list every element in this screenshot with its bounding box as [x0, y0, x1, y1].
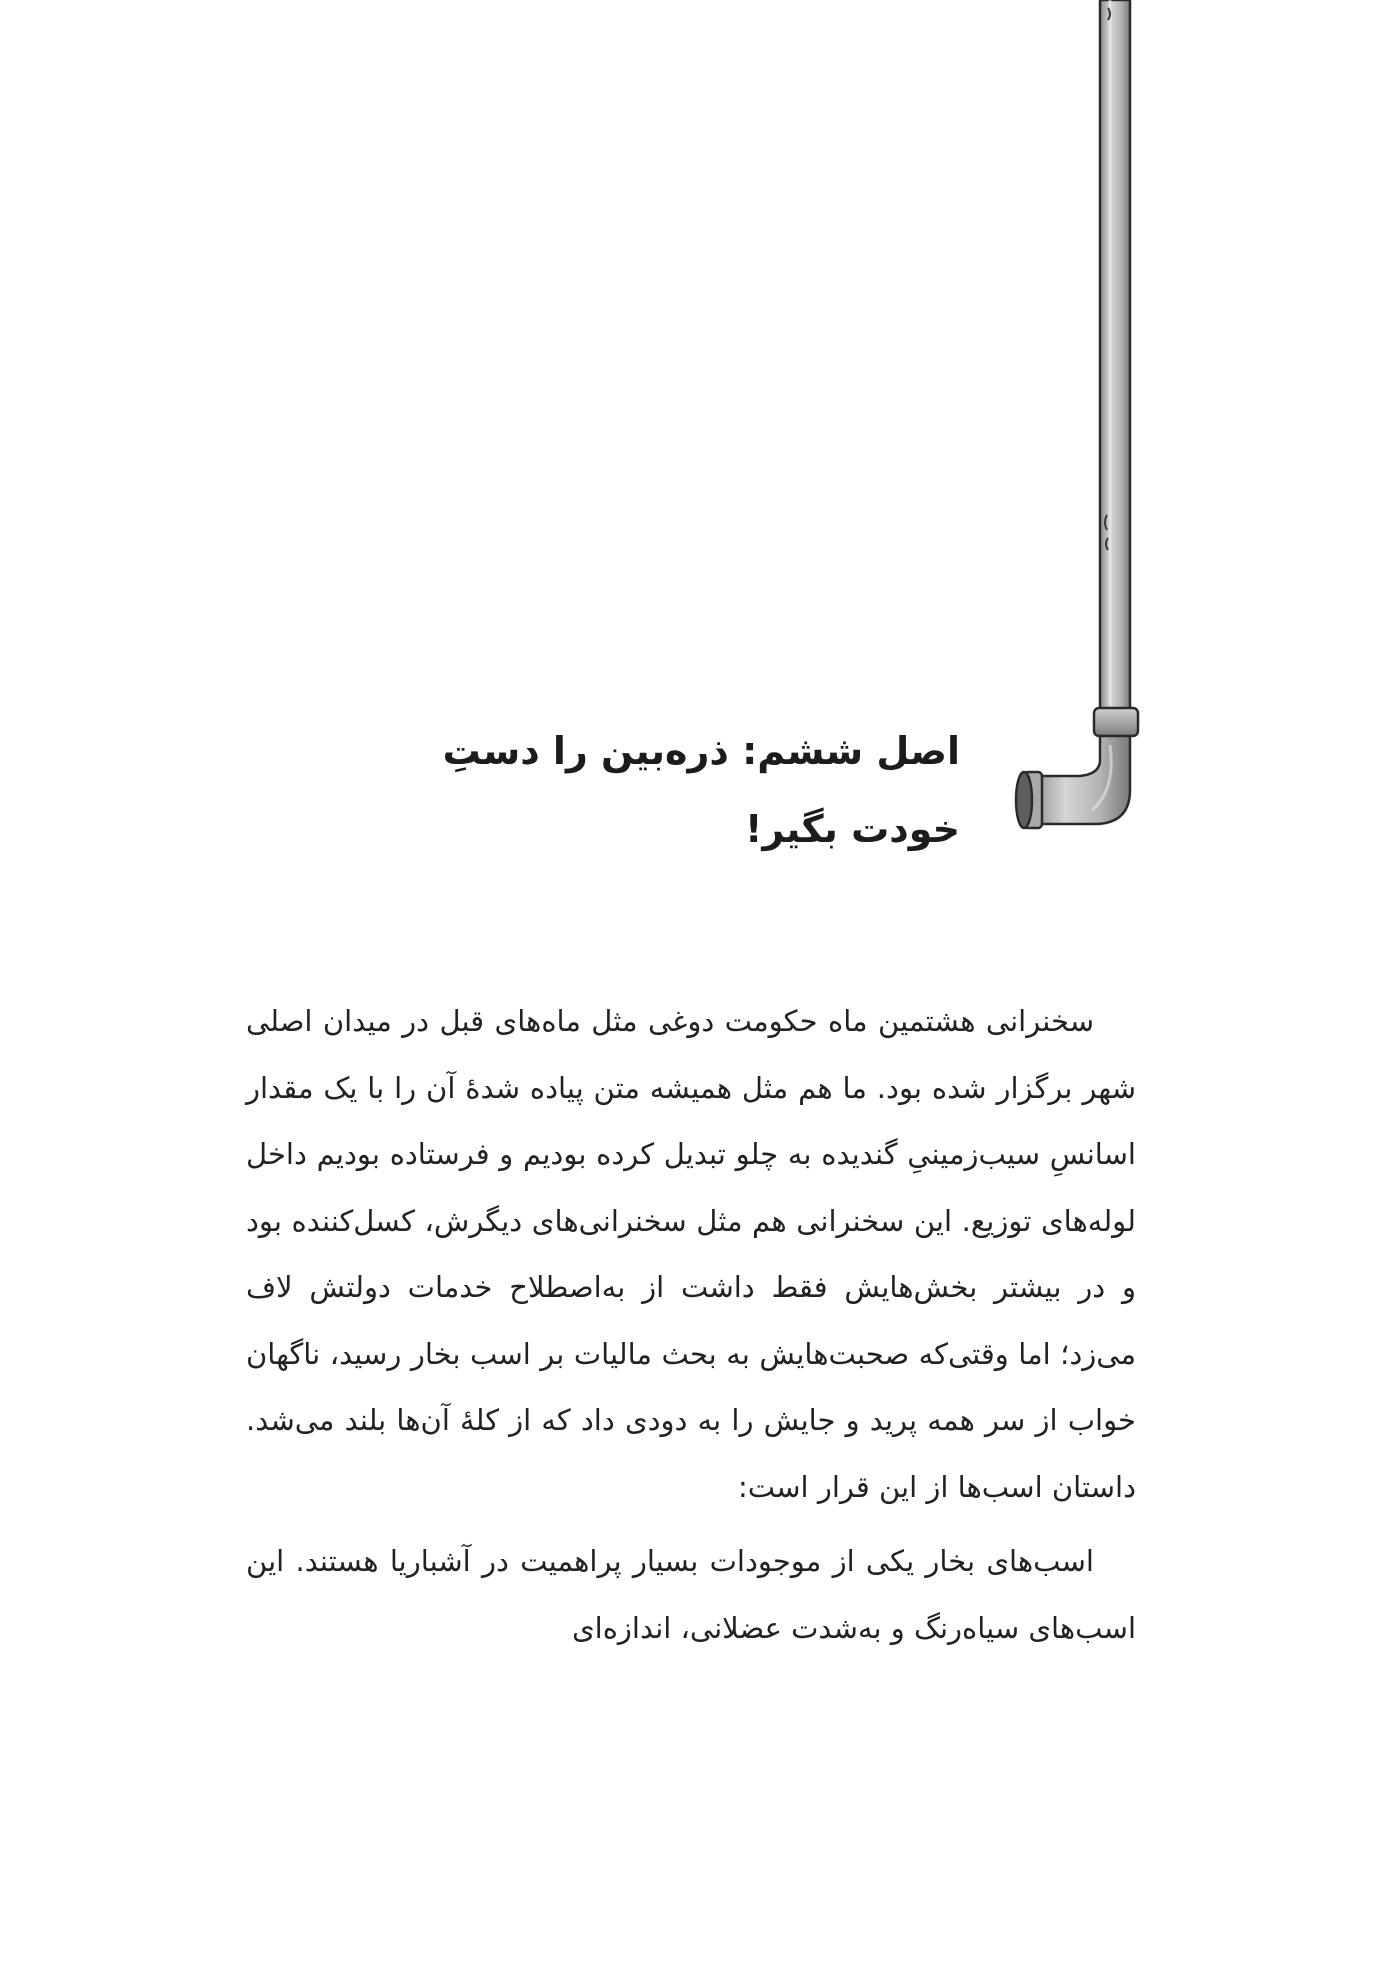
chapter-title [440, 712, 960, 868]
chapter-title-line-1: اصل ششم: ذره‌بین را دستِ [442, 729, 960, 773]
chapter-title-line-2: خودت بگیر! [745, 807, 960, 851]
pipe-icon [1000, 0, 1160, 850]
body-text [246, 988, 1136, 1669]
paragraph: اسب‌های بخار یکی از موجودات بسیار پراهمیت در آشباریا هستند. این اسب‌های سیاه‌رنگ و به‌شدت عضلانی، اندازه‌ای [246, 1544, 1136, 1645]
paragraph: سخنرانی هشتمین ماه حکومت دوغی مثل ماه‌های قبل در میدان اصلی شهر برگزار شده بود. ما هم مثل همیشه متن پیاده شدهٔ آن را با یک مقدار اسانسِ سیب‌زمینیِ گندیده به چلو تبدیل کرده بودیم و فرستاده بودیم داخل لوله‌های توزیع. این سخنرانی هم مثل سخنرانی‌های دیگرش، کسل‌کننده بود و در بیشتر بخش‌هایش فقط داشت از به‌اصطلاح خدمات دولتش لاف می‌زد؛ اما وقتی‌که صحبت‌هایش به بحث مالیات بر اسب بخار رسید، ناگهان خواب از سر همه پرید و جایش را به دودی داد که از کلهٔ آن‌ها بلند می‌شد. داستان اسب‌ها از این قرار است: [246, 1004, 1136, 1504]
